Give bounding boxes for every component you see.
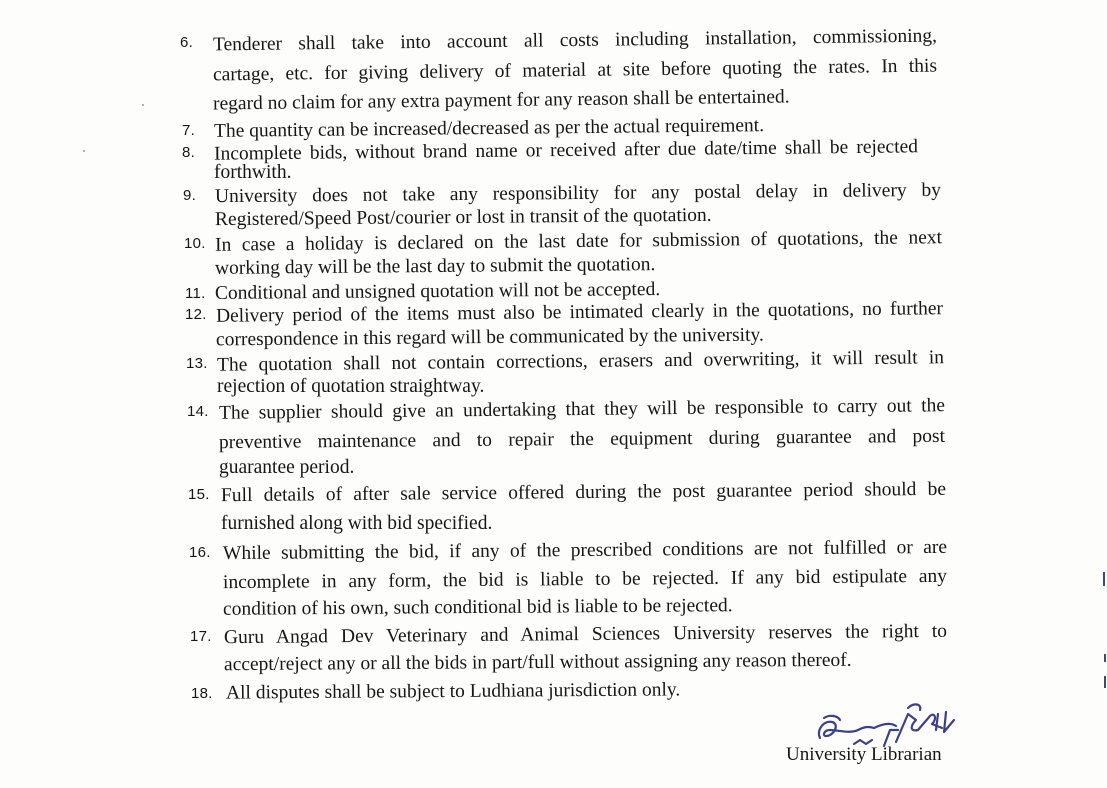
item-number: 11. (185, 285, 206, 302)
scan-speck (83, 150, 85, 152)
item-number: 16. (189, 544, 211, 561)
item-text-line: guarantee period. (219, 457, 355, 478)
item-text-line: regard no claim for any extra payment for any reason shall be entertained. (212, 86, 790, 115)
item-number: 8. (182, 144, 196, 161)
item-number: 12. (185, 306, 207, 323)
item-number: 14. (187, 403, 209, 420)
scan-edge-mark (1104, 654, 1106, 662)
item-text-line: cartage, etc. for giving delivery of material at site before quoting the rates. In this (212, 55, 938, 86)
item-text-line: accept/reject any or all the bids in part/full without assigning any reason thereof. (223, 649, 852, 676)
item-number: 10. (184, 235, 206, 252)
item-text-line: Full details of after sale service offered during the post guarantee period should be (220, 478, 947, 507)
item-text-line: working day will be the last day to submit the quotation. (214, 254, 656, 279)
item-number: 13. (186, 355, 208, 372)
item-text-line: furnished along with bid specified. (221, 513, 493, 534)
scan-edge-mark (1104, 676, 1106, 688)
scan-edge-mark (1103, 572, 1105, 586)
item-text-line: preventive maintenance and to repair the equipment during guarantee and post (218, 425, 946, 454)
item-text-line: All disputes shall be subject to Ludhiana jurisdiction only. (225, 679, 681, 704)
item-text-line: Registered/Speed Post/courier or lost in transit of the quotation. (214, 204, 712, 231)
item-text-line: In case a holiday is declared on the last date for submission of quotations, the next (214, 227, 943, 256)
item-number: 6. (180, 34, 194, 51)
item-text-line: University does not take any responsibility for any postal delay in delivery by (214, 179, 942, 208)
item-text-line: rejection of quotation straightway. (217, 376, 485, 397)
item-number: 17. (190, 628, 212, 645)
item-text-line: Guru Angad Dev Veterinary and Animal Sciences University reserves the right to (223, 620, 948, 649)
item-number: 18. (191, 685, 213, 702)
item-text-line: The quantity can be increased/decreased as per the actual requirement. (213, 115, 765, 142)
item-text-line: Tenderer shall take into account all costs including installation, commissioning, (212, 25, 938, 56)
item-text-line: forthwith. (214, 162, 292, 183)
item-text-line: While submitting the bid, if any of the prescribed conditions are not fulfilled or are (222, 536, 948, 565)
scan-speck (142, 104, 144, 106)
item-text-line: incomplete in any form, the bid is liable to be rejected. If any bid estipulate any (222, 565, 948, 594)
signatory-title: University Librarian (786, 744, 942, 765)
handwritten-signature (810, 700, 980, 750)
item-number: 9. (183, 187, 197, 204)
item-text-line: Delivery period of the items must also be intimated clearly in the quotations, no further (215, 298, 944, 327)
item-text-line: Conditional and unsigned quotation will not be accepted. (214, 279, 661, 304)
item-text-line: condition of his own, such conditional bid is liable to be rejected. (222, 595, 733, 620)
signature-block (780, 700, 980, 780)
item-text-line: The quotation shall not contain corrections, erasers and overwriting, it will result in (216, 347, 945, 376)
item-text-line: Incomplete bids, without brand name or received after due date/time shall be rejected (213, 136, 919, 165)
item-text-line: correspondence in this regard will be communicated by the university. (215, 324, 764, 351)
item-text-line: The supplier should give an undertaking that they will be responsible to carry out the (218, 395, 946, 424)
item-number: 7. (182, 122, 196, 139)
item-number: 15. (188, 486, 210, 503)
